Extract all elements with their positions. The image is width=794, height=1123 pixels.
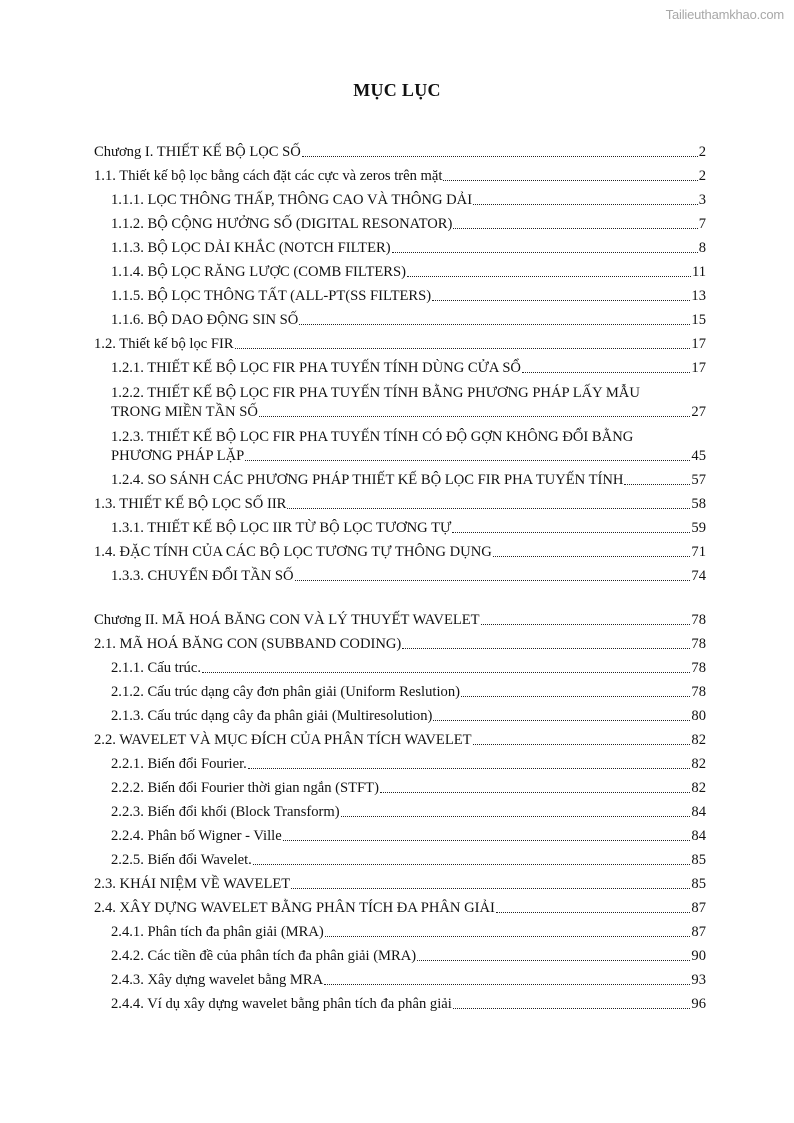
toc-entry[interactable] — [94, 845, 706, 869]
toc-entry-page: 80 — [691, 708, 706, 724]
dot-leader — [287, 508, 690, 509]
toc-entry[interactable] — [94, 941, 706, 965]
toc-entry-label: Chương I. THIẾT KẾ BỘ LỌC SỐ — [94, 144, 301, 160]
toc-entry-page: 8 — [698, 240, 706, 256]
dot-leader — [380, 792, 690, 793]
toc-entry[interactable] — [94, 185, 706, 209]
toc-entry-label: 1.1.2. BỘ CỘNG HƯỞNG SỐ (DIGITAL RESONATOR) — [111, 216, 453, 232]
toc-entry-label: 2.4.2. Các tiền đề của phân tích đa phân giải (MRA) — [111, 948, 417, 964]
dot-leader — [341, 816, 691, 817]
toc-entry-page: 84 — [691, 828, 706, 844]
toc-entry-label: 1.2. Thiết kế bộ lọc FIR — [94, 336, 234, 352]
toc-entry-label: 1.1. Thiết kế bộ lọc bằng cách đặt các cực và zeros trên mặt — [94, 168, 443, 184]
dot-leader — [443, 180, 697, 181]
toc-entry[interactable] — [94, 893, 706, 917]
toc-entry[interactable] — [94, 489, 706, 513]
dot-leader — [522, 372, 690, 373]
toc-entry[interactable] — [94, 725, 706, 749]
dot-leader — [432, 300, 690, 301]
dot-leader — [302, 156, 698, 157]
toc-entry[interactable] — [94, 305, 706, 329]
toc-entry-page: 59 — [691, 520, 706, 536]
toc-entry-label: 2.1.1. Cấu trúc. — [111, 660, 201, 676]
dot-leader — [325, 936, 691, 937]
dot-leader — [253, 864, 691, 865]
toc-entry-label: 1.3. THIẾT KẾ BỘ LỌC SỐ IIR — [94, 496, 287, 512]
toc-entry-page: 45 — [691, 448, 706, 464]
toc-entry-label: 1.3.1. THIẾT KẾ BỘ LỌC IIR TỪ BỘ LỌC TƯƠNG TỰ — [111, 520, 452, 536]
toc-entry-page: 57 — [691, 472, 706, 488]
toc-entry-page: 13 — [691, 288, 706, 304]
toc-entry[interactable] — [94, 137, 706, 161]
toc-entry-label: 2.4.3. Xây dựng wavelet bằng MRA — [111, 972, 324, 988]
dot-leader — [324, 984, 690, 985]
dot-leader — [259, 416, 691, 417]
toc-entry[interactable] — [94, 161, 706, 185]
toc-entry-page: 11 — [691, 264, 706, 280]
toc-entry-page: 87 — [691, 900, 706, 916]
toc-entry-label: 2.2.1. Biến đổi Fourier. — [111, 756, 247, 772]
toc-entry-label-line2: PHƯƠNG PHÁP LẶP — [111, 448, 245, 464]
toc-entry[interactable] — [94, 209, 706, 233]
toc-entry[interactable] — [94, 353, 706, 377]
dot-leader — [624, 484, 690, 485]
toc-entry-page: 2 — [698, 144, 706, 160]
dot-leader — [295, 580, 691, 581]
toc-entry-label: 1.4. ĐẶC TÍNH CỦA CÁC BỘ LỌC TƯƠNG TỰ THÔNG DỤNG — [94, 544, 492, 560]
toc-entry-label: 2.4.1. Phân tích đa phân giải (MRA) — [111, 924, 324, 940]
dot-leader — [248, 768, 691, 769]
toc-entry-page: 27 — [691, 404, 706, 420]
toc-entry-page: 74 — [691, 568, 706, 584]
toc-entry-page: 84 — [691, 804, 706, 820]
toc-entry-page: 2 — [698, 168, 706, 184]
toc-entry-label: 1.2.1. THIẾT KẾ BỘ LỌC FIR PHA TUYẾN TÍNH DÙNG CỬA SỔ — [111, 360, 521, 376]
toc-entry[interactable] — [94, 749, 706, 773]
toc-entry-page: 96 — [691, 996, 706, 1012]
toc-entry[interactable] — [94, 917, 706, 941]
toc-entry-label: 2.1.2. Cấu trúc dạng cây đơn phân giải (Uniform Reslution) — [111, 684, 460, 700]
toc-entry-label-line2: TRONG MIỀN TẦN SỐ — [111, 404, 258, 420]
toc-entry-page: 93 — [691, 972, 706, 988]
dot-leader — [473, 204, 698, 205]
toc-entry-label: Chương II. MÃ HOÁ BĂNG CON VÀ LÝ THUYẾT WAVELET — [94, 612, 480, 628]
toc-entry-page: 78 — [691, 660, 706, 676]
toc-entry-page: 87 — [691, 924, 706, 940]
toc-entry-label: 1.1.6. BỘ DAO ĐỘNG SIN SỐ — [111, 312, 299, 328]
dot-leader — [245, 460, 690, 461]
toc-entry[interactable] — [94, 797, 706, 821]
toc-entry-page: 90 — [691, 948, 706, 964]
toc-entry[interactable] — [94, 561, 706, 585]
toc-entry-label: 1.1.3. BỘ LỌC DẢI KHẮC (NOTCH FILTER) — [111, 240, 391, 256]
toc-entry-label: 2.2. WAVELET VÀ MỤC ĐÍCH CỦA PHÂN TÍCH WAVELET — [94, 732, 472, 748]
dot-leader — [291, 888, 690, 889]
dot-leader — [235, 348, 691, 349]
toc-entry-page: 82 — [691, 756, 706, 772]
toc-entry-page: 7 — [698, 216, 706, 232]
toc-entry-page: 82 — [691, 732, 706, 748]
toc-entry-page: 17 — [691, 336, 706, 352]
toc-entry-page: 85 — [691, 852, 706, 868]
toc-entry-page: 15 — [691, 312, 706, 328]
toc-entry[interactable] — [94, 989, 706, 1013]
toc-entry[interactable] — [94, 465, 706, 489]
page-title: MỤC LỤC — [353, 80, 441, 100]
toc-entry[interactable] — [94, 421, 706, 465]
toc-entry-label: 1.1.1. LỌC THÔNG THẤP, THÔNG CAO VÀ THÔNG DẢI — [111, 192, 473, 208]
toc-entry-label: 2.4. XÂY DỰNG WAVELET BẰNG PHÂN TÍCH ĐA PHÂN GIẢI — [94, 900, 495, 916]
section-gap — [94, 585, 706, 605]
table-of-contents — [94, 137, 706, 1013]
toc-entry[interactable] — [94, 281, 706, 305]
toc-entry-label: 2.4.4. Ví dụ xây dựng wavelet bằng phân tích đa phân giải — [111, 996, 452, 1012]
toc-entry-label: 2.3. KHÁI NIỆM VỀ WAVELET — [94, 876, 291, 892]
toc-entry-label: 2.2.2. Biến đổi Fourier thời gian ngắn (STFT) — [111, 780, 379, 796]
toc-entry-line2 — [111, 403, 706, 421]
toc-entry-page: 58 — [691, 496, 706, 512]
dot-leader — [392, 252, 698, 253]
toc-entry[interactable] — [94, 869, 706, 893]
toc-entry[interactable] — [94, 629, 706, 653]
toc-entry-label: 1.1.4. BỘ LỌC RĂNG LƯỢC (COMB FILTERS) — [111, 264, 406, 280]
toc-entry-label: 2.2.5. Biến đổi Wavelet. — [111, 852, 252, 868]
dot-leader — [402, 648, 690, 649]
dot-leader — [433, 720, 690, 721]
toc-entry-label: 2.1. MÃ HOÁ BĂNG CON (SUBBAND CODING) — [94, 636, 402, 652]
dot-leader — [493, 556, 691, 557]
toc-entry[interactable] — [94, 513, 706, 537]
toc-entry-page: 82 — [691, 780, 706, 796]
toc-entry[interactable] — [94, 677, 706, 701]
dot-leader — [283, 840, 691, 841]
toc-entry[interactable] — [94, 965, 706, 989]
dot-leader — [461, 696, 690, 697]
toc-entry-page: 78 — [691, 684, 706, 700]
toc-entry-label: 2.2.4. Phân bố Wigner - Ville — [111, 828, 282, 844]
toc-entry[interactable] — [94, 233, 706, 257]
toc-entry-label: 1.3.3. CHUYỂN ĐỔI TẦN SỐ — [111, 568, 294, 584]
dot-leader — [299, 324, 690, 325]
dot-leader — [473, 744, 691, 745]
dot-leader — [452, 532, 690, 533]
toc-entry[interactable] — [94, 377, 706, 421]
toc-entry[interactable] — [94, 701, 706, 725]
dot-leader — [407, 276, 691, 277]
dot-leader — [202, 672, 690, 673]
toc-entry-label: 2.1.3. Cấu trúc dạng cây đa phân giải (Multiresolution) — [111, 708, 433, 724]
toc-entry-label: 1.1.5. BỘ LỌC THÔNG TẤT (ALL-PT(SS FILTERS) — [111, 288, 432, 304]
dot-leader — [453, 1008, 691, 1009]
toc-entry-page: 85 — [691, 876, 706, 892]
toc-entry-label-line1: 1.2.2. THIẾT KẾ BỘ LỌC FIR PHA TUYẾN TÍNH BẰNG PHƯƠNG PHÁP LẤY MẪU — [111, 385, 640, 401]
toc-entry[interactable] — [94, 257, 706, 281]
toc-entry-label: 1.2.4. SO SÁNH CÁC PHƯƠNG PHÁP THIẾT KẾ BỘ LỌC FIR PHA TUYẾN TÍNH — [111, 472, 624, 488]
watermark: Tailieuthamkhao.com — [665, 7, 784, 22]
toc-entry[interactable] — [94, 329, 706, 353]
dot-leader — [453, 228, 697, 229]
toc-entry[interactable] — [94, 537, 706, 561]
toc-entry-page: 3 — [698, 192, 706, 208]
toc-entry-page: 78 — [691, 612, 706, 628]
toc-entry[interactable] — [94, 821, 706, 845]
toc-entry-label-line1: 1.2.3. THIẾT KẾ BỘ LỌC FIR PHA TUYẾN TÍNH CÓ ĐỘ GỢN KHÔNG ĐỔI BẰNG — [111, 429, 634, 445]
toc-entry-page: 71 — [691, 544, 706, 560]
dot-leader — [481, 624, 691, 625]
toc-entry[interactable] — [94, 653, 706, 677]
toc-entry-page: 78 — [691, 636, 706, 652]
dot-leader — [496, 912, 691, 913]
toc-entry-page: 17 — [691, 360, 706, 376]
dot-leader — [417, 960, 690, 961]
toc-entry-label: 2.2.3. Biến đổi khối (Block Transform) — [111, 804, 340, 820]
toc-entry-line2 — [111, 447, 706, 465]
toc-entry[interactable] — [94, 605, 706, 629]
toc-entry[interactable] — [94, 773, 706, 797]
